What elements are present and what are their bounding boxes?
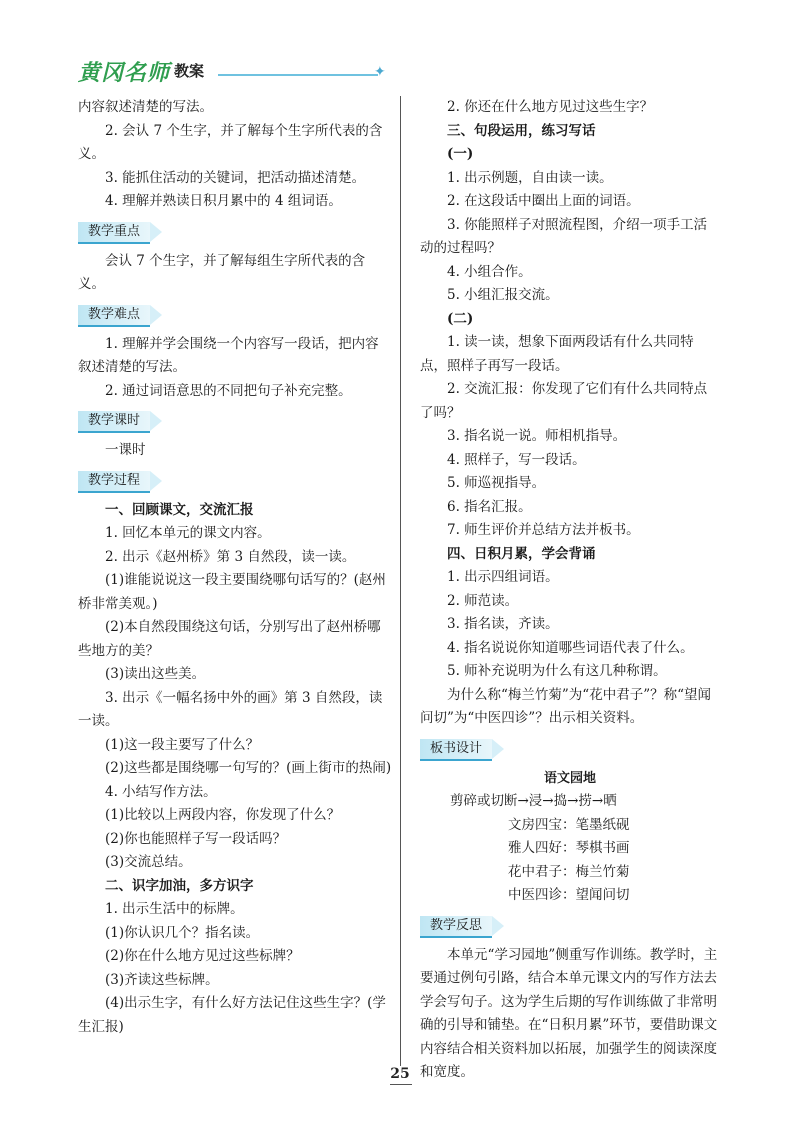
process-line: 4. 小结写作方法。 bbox=[105, 783, 217, 800]
process-line: 1. 出示例题，自由读一读。 bbox=[447, 169, 613, 186]
process-line: 4. 指名说说你知道哪些词语代表了什么。 bbox=[447, 639, 694, 656]
process-line: (1)比较以上两段内容，你发现了什么？ bbox=[105, 807, 341, 823]
process-line: 1. 出示生活中的标牌。 bbox=[105, 901, 244, 917]
left-column bbox=[78, 96, 392, 1039]
process-line: 4. 小组合作。 bbox=[447, 263, 532, 280]
sparkle-icon: ✦ bbox=[374, 64, 386, 80]
focus-text: 会认 7 个生字，并了解每组生字所代表的含义。 bbox=[78, 252, 366, 292]
right-column bbox=[420, 96, 720, 1085]
section-tag-period: 教学课时 bbox=[78, 411, 150, 433]
goal-line: 4. 理解并熟读日积月累中的 4 组词语。 bbox=[105, 193, 342, 209]
process-line: 2. 出示《赵州桥》第 3 自然段，读一读。 bbox=[105, 548, 356, 565]
page-number: 25 bbox=[390, 1066, 410, 1082]
process-line: (2)你在什么地方见过这些标牌？ bbox=[105, 948, 300, 964]
process-line: (1)谁能说说这一段主要围绕哪句话写的？(赵州桥非常美观。) bbox=[78, 572, 386, 612]
process-line: 3. 出示《一幅名扬中外的画》第 3 自然段，读一读。 bbox=[78, 689, 383, 729]
process-line: 5. 师巡视指导。 bbox=[447, 475, 546, 491]
process-line: 5. 小组汇报交流。 bbox=[447, 287, 559, 303]
process-line: 4. 照样子，写一段话。 bbox=[447, 451, 586, 468]
section-tag-reflection: 教学反思 bbox=[420, 916, 492, 938]
process-line: 1. 读一读，想象下面两段话有什么共同特点，照样子再写一段话。 bbox=[420, 334, 694, 374]
goal-line: 2. 会认 7 个生字，并了解每个生字所代表的含义。 bbox=[78, 122, 383, 162]
board-line: 雅人四好：琴棋书画 bbox=[508, 840, 630, 856]
period-text: 一课时 bbox=[105, 442, 146, 458]
process-line: (4)出示生字，有什么好方法记住这些生字？(学生汇报) bbox=[78, 995, 386, 1035]
process-line: (2)这些都是围绕哪一句写的？(画上街市的热闹) bbox=[105, 760, 392, 776]
section-tag-difficulty: 教学难点 bbox=[78, 305, 150, 327]
section-tag-process: 教学过程 bbox=[78, 471, 150, 493]
process-list-continued bbox=[420, 96, 720, 731]
section-tag-board: 板书设计 bbox=[420, 739, 492, 761]
difficulty-line: 2. 通过词语意思的不同把句子补充完整。 bbox=[105, 382, 352, 399]
process-line: 1. 出示四组词语。 bbox=[447, 569, 559, 585]
board-line: 花中君子：梅兰竹菊 bbox=[508, 863, 630, 880]
process-line: 3. 指名读，齐读。 bbox=[447, 616, 559, 632]
board-title: 语文园地 bbox=[543, 770, 596, 786]
process-list bbox=[78, 499, 392, 1040]
section-heading: 一、回顾课文，交流汇报 bbox=[105, 501, 254, 518]
process-line: 5. 师补充说明为什么有这几种称谓。 bbox=[447, 663, 667, 679]
brand-subtitle: 教案 bbox=[174, 62, 205, 80]
process-line: (3)齐读这些标牌。 bbox=[105, 971, 219, 988]
reflection-text: 本单元“学习园地”侧重写作训练。教学时，主要通过例句引路，结合本单元课文内的写作方法去学会写句子。这为学生后期的写作训练做了非常明确的引导和铺垫。在“日积月累”环节，要借助课文内容结合相关资料加以拓展，加强学生的阅读深度和宽度。 bbox=[420, 946, 718, 1080]
process-line: 3. 指名说一说。师相机指导。 bbox=[447, 428, 627, 444]
process-line: (2)本自然段围绕这句话，分别写出了赵州桥哪些地方的美？ bbox=[78, 619, 381, 659]
process-line: 6. 指名汇报。 bbox=[447, 498, 532, 515]
section-heading: 二、识字加油，多方识字 bbox=[105, 877, 254, 894]
process-line: (3)读出这些美。 bbox=[105, 666, 206, 682]
process-line: 3. 你能照样子对照流程图，介绍一项手工活动的过程吗？ bbox=[420, 216, 708, 256]
board-design bbox=[420, 767, 720, 908]
page-header bbox=[78, 54, 386, 90]
process-line: (1)你认识几个？指名读。 bbox=[105, 924, 260, 941]
goal-line: 3. 能抓住活动的关键词，把活动描述清楚。 bbox=[105, 169, 366, 186]
process-line: 1. 回忆本单元的课文内容。 bbox=[105, 525, 271, 541]
header-rule bbox=[218, 74, 378, 76]
page-number-underline bbox=[390, 1084, 412, 1085]
difficulty-line: 1. 理解并学会围绕一个内容写一段话，把内容叙述清楚的写法。 bbox=[78, 335, 379, 375]
process-line: 为什么称“梅兰竹菊”为“花中君子”？称“望闻问切”为“中医四诊”？出示相关资料。 bbox=[420, 686, 712, 726]
section-heading: 三、句段运用，练习写话 bbox=[447, 122, 596, 139]
process-line: (2)你也能照样子写一段话吗？ bbox=[105, 830, 287, 847]
column-divider bbox=[400, 96, 401, 1066]
process-line: (3)交流总结。 bbox=[105, 854, 192, 870]
process-line: 2. 师范读。 bbox=[447, 592, 519, 609]
board-line: 剪碎或切断→浸→捣→捞→晒 bbox=[450, 793, 617, 809]
section-heading: (一) bbox=[447, 146, 474, 162]
process-line: 2. 交流汇报：你发现了它们有什么共同特点了吗？ bbox=[420, 381, 708, 421]
section-heading: (二) bbox=[447, 310, 474, 327]
board-line: 中医四诊：望闻问切 bbox=[508, 887, 630, 903]
process-line: (1)这一段主要写了什么？ bbox=[105, 736, 260, 753]
board-line: 文房四宝：笔墨纸砚 bbox=[508, 816, 630, 833]
goal-line: 内容叙述清楚的写法。 bbox=[78, 99, 213, 115]
section-heading: 四、日积月累，学会背诵 bbox=[447, 545, 596, 562]
process-line: 7. 师生评价并总结方法并板书。 bbox=[447, 522, 640, 538]
process-line: 2. 在这段话中圈出上面的词语。 bbox=[447, 193, 640, 209]
process-line: 2. 你还在什么地方见过这些生字？ bbox=[447, 99, 654, 115]
section-tag-focus: 教学重点 bbox=[78, 222, 150, 244]
brand-logo: 黄冈名师 bbox=[78, 61, 171, 86]
